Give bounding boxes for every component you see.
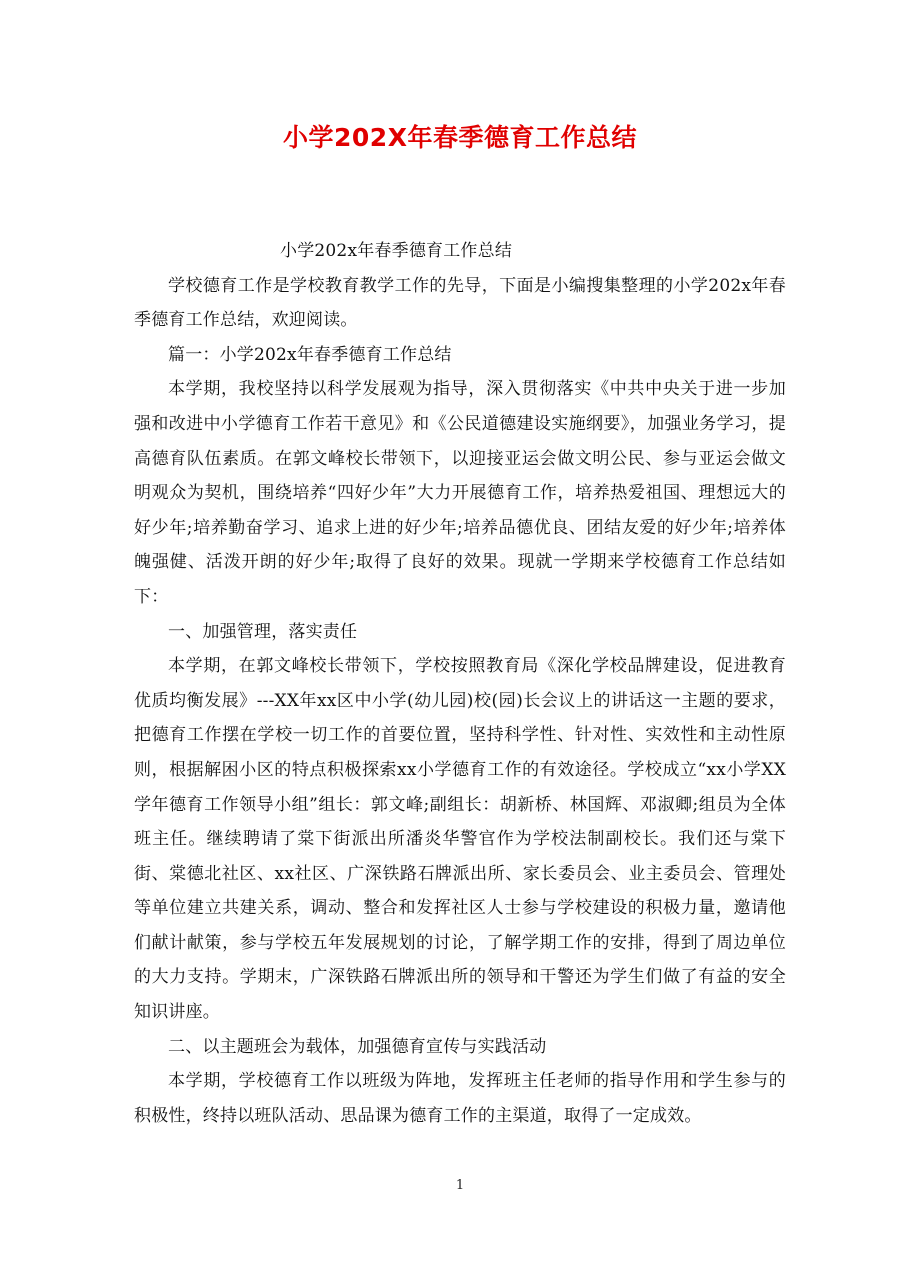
document-subtitle: 小学202x年春季德育工作总结	[280, 241, 513, 261]
intro-paragraph: 学校德育工作是学校教育教学工作的先导，下面是小编搜集整理的小学202x年春季德育工作总结，欢迎阅读。	[134, 275, 786, 331]
section-heading-class-meetings: 二、以主题班会为载体，加强德育宣传与实践活动	[168, 1036, 547, 1057]
section-heading-management: 一、加强管理，落实责任	[168, 621, 358, 642]
document-title: 小学202X年春季德育工作总结	[283, 123, 637, 152]
body-paragraph: 本学期，在郭文峰校长带领下，学校按照教育局《深化学校品牌建设，促进教育优质均衡发展》---XX年xx区中小学(幼儿园)校(园)长会议上的讲话这一主题的要求，把德育工作摆在学校一切工作的首要位置，坚持科学性、针对性、实效性和主动性原则，根据解困小区的特点积极探索xx小学德育工作的有效途径。学校成立“xx小学XX学年德育工作领导小组”组长：郭文峰;副组长：胡新桥、林国辉、邓淑卿;组员为全体班主任。继续聘请了棠下街派出所潘炎华警官作为学校法制副校长。我们还与棠下街、棠德北社区、xx社区、广深铁路石牌派出所、家长委员会、业主委员会、管理处等单位建立共建关系，调动、整合和发挥社区人士参与学校建设的积极力量，邀请他们献计献策，参与学校五年发展规划的讨论，了解学期工作的安排，得到了周边单位的大力支持。学期末，广深铁路石牌派出所的领导和干警还为学生们做了有益的安全知识讲座。	[134, 656, 786, 1023]
body-paragraph: 本学期，学校德育工作以班级为阵地，发挥班主任老师的指导作用和学生参与的积极性，终持以班队活动、思品课为德育工作的主渠道，取得了一定成效。	[134, 1071, 786, 1126]
document-body	[134, 234, 786, 1133]
page-number: 1	[455, 1178, 465, 1193]
section-heading-part-one: 篇一：小学202x年春季德育工作总结	[168, 344, 452, 365]
body-paragraph: 本学期，我校坚持以科学发展观为指导，深入贯彻落实《中共中央关于进一步加强和改进中小学德育工作若干意见》和《公民道德建设实施纲要》，加强业务学习，提高德育队伍素质。在郭文峰校长带领下，以迎接亚运会做文明公民、参与亚运会做文明观众为契机，围绕培养“四好少年”大力开展德育工作，培养热爱祖国、理想远大的好少年;培养勤奋学习、追求上进的好少年;培养品德优良、团结友爱的好少年;培养体魄强健、活泼开朗的好少年;取得了良好的效果。现就一学期来学校德育工作总结如下：	[134, 379, 786, 607]
